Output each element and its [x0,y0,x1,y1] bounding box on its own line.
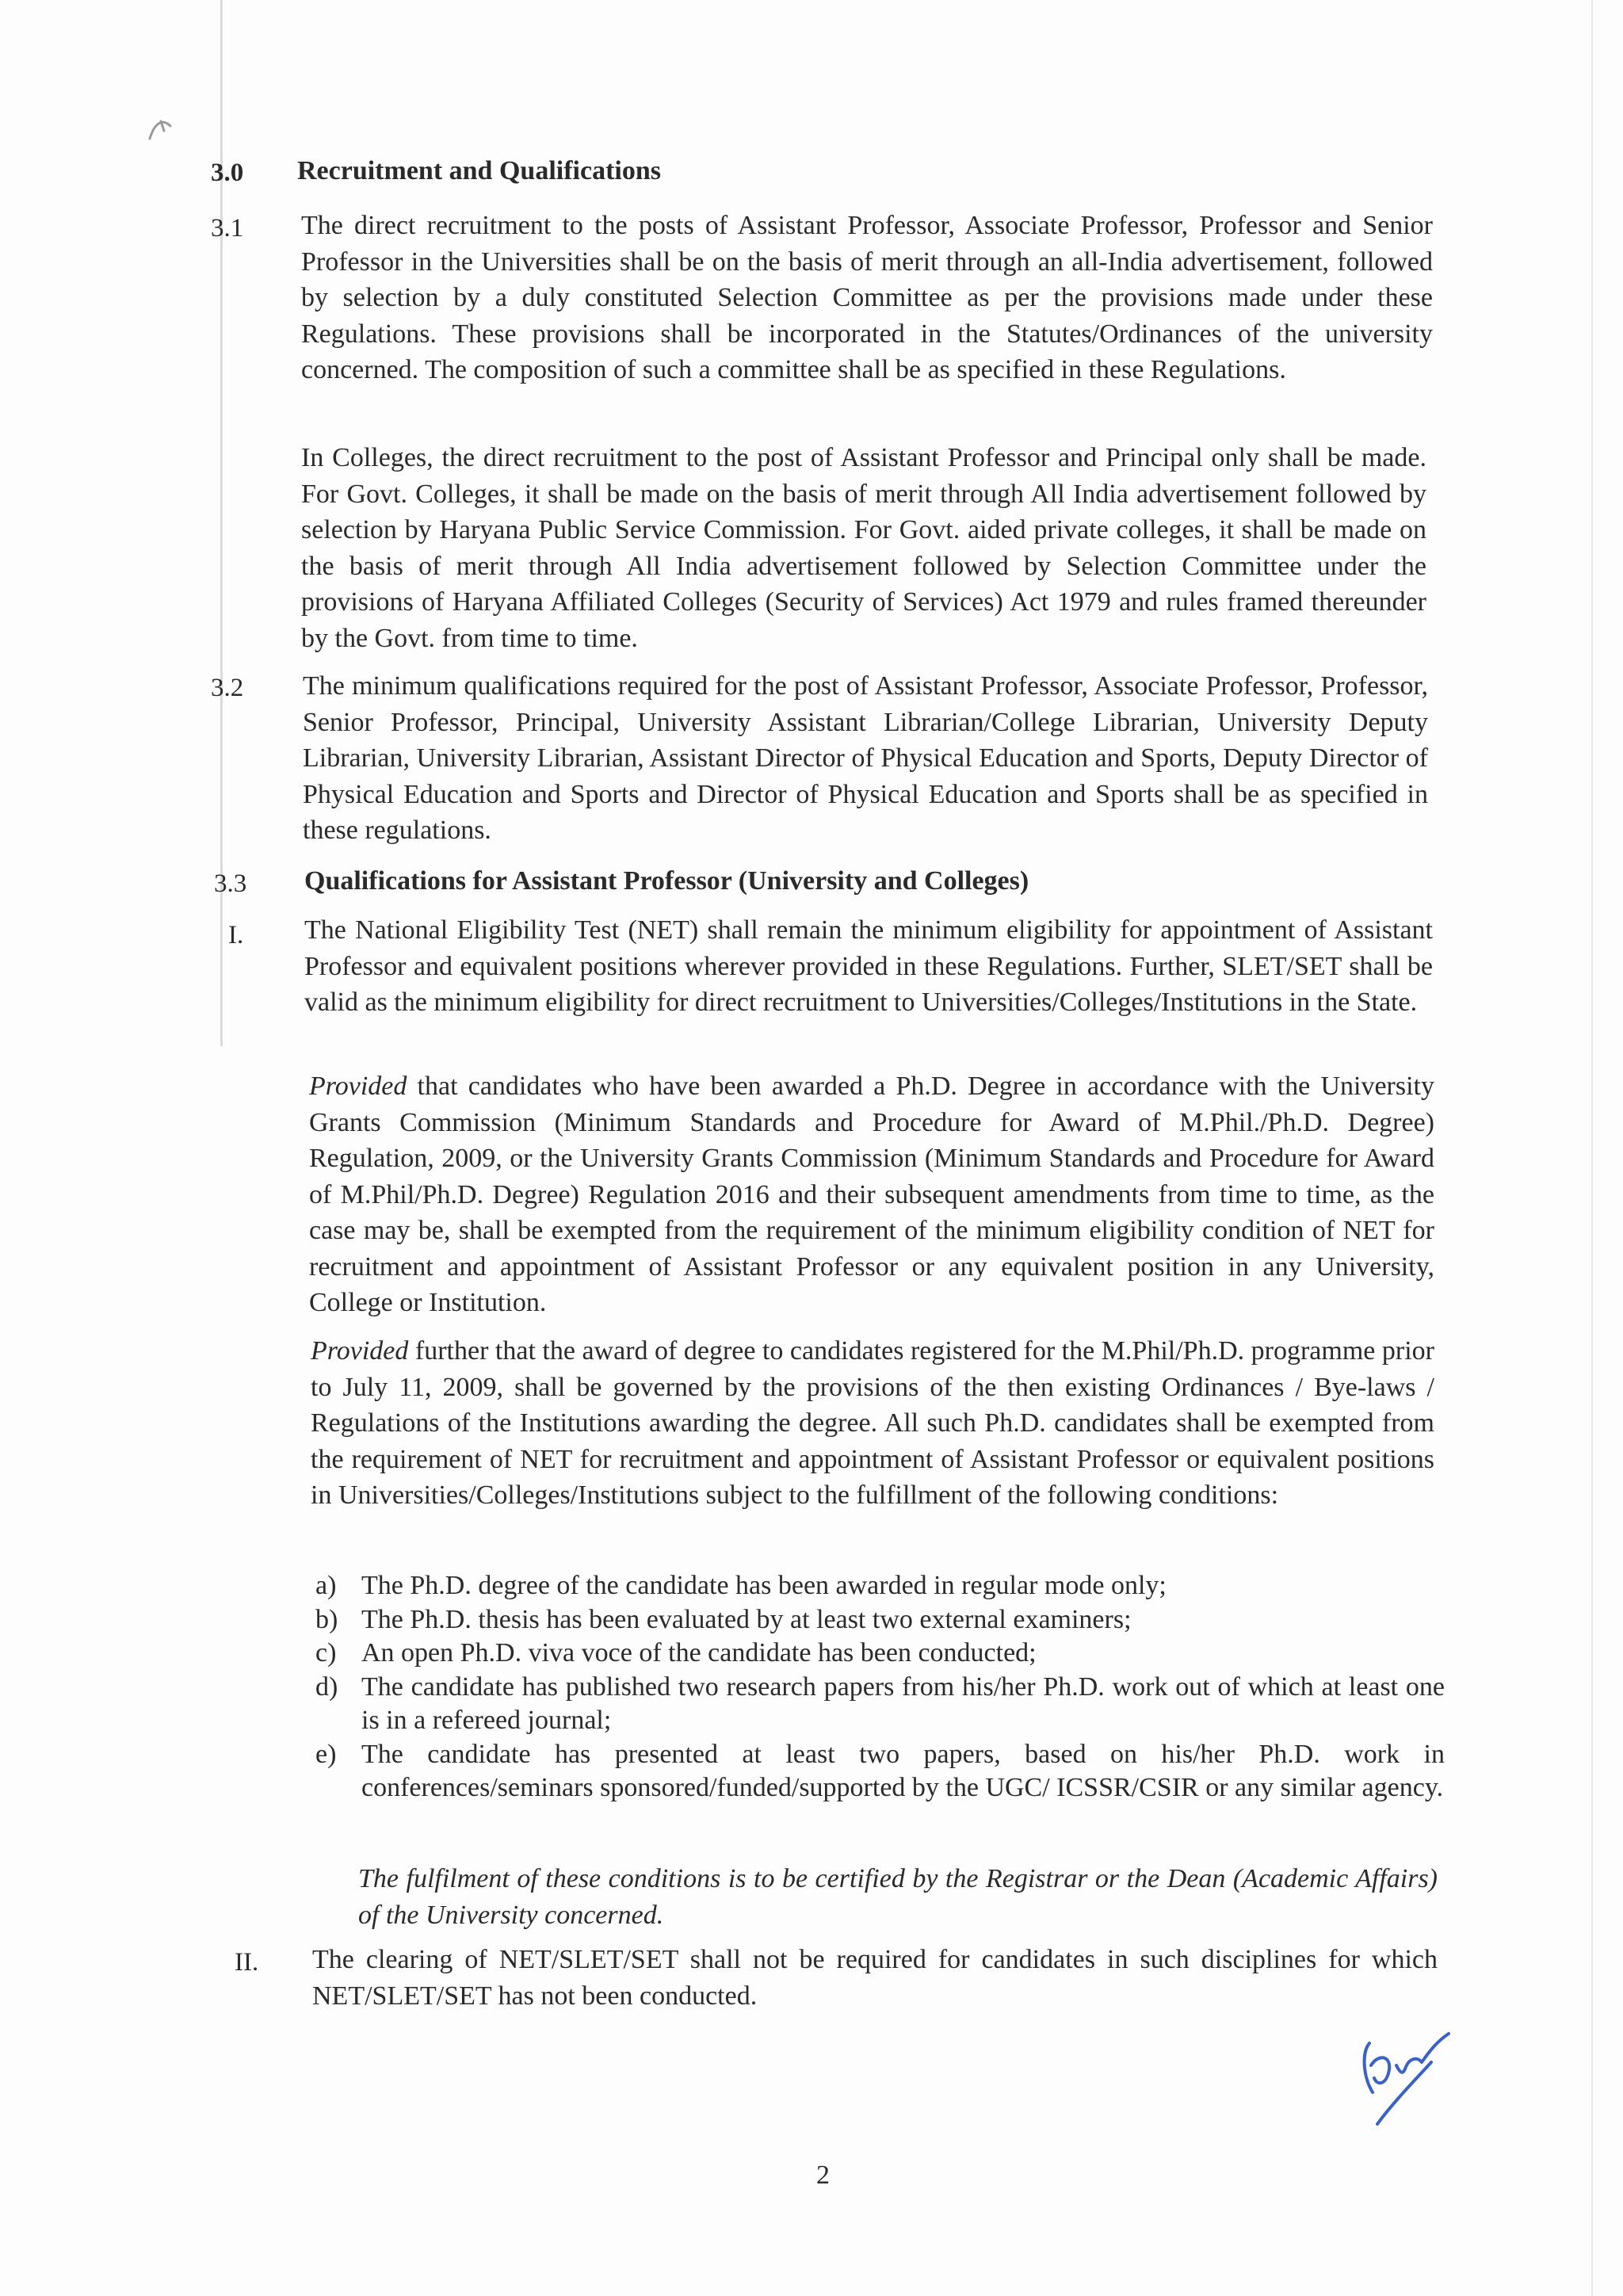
clause-3-1-colleges-text: In Colleges, the direct recruitment to the post of Assistant Professor and Principal only shall be made. For Govt. Colleges, it shall be made on the basis of merit through All India advertisement followed by selection by Haryana Public Service Commission. For Govt. aided private colleges, it shall be made on the basis of merit through All India advertisement followed by Selection Committee under the provisions of Haryana Affiliated Colleges (Security of Services) Act 1979 and rules framed thereunder by the Govt. from time to time. [301,443,1426,653]
condition-text: An open Ph.D. viva voce of the candidate has been conducted; [361,1638,1037,1668]
clause-3-3-title: Qualifications for Assistant Professor (University and Colleges) [304,866,1029,896]
proviso-2 [311,1333,1434,1514]
clause-3-2-text: The minimum qualifications required for the post of Assistant Professor, Associate Professor, Professor, Senior Professor, Principal, University Assistant Librarian/College Librarian, University Deputy Librarian, University Librarian, Assistant Director of Physical Education and Sports, Deputy Director of Physical Education and Sports and Director of Physical Education and Sports shall be as specified in these regulations. [303,671,1428,845]
condition-marker: b) [315,1604,338,1634]
clause-number-3-2: 3.2 [211,674,244,702]
condition-marker: a) [315,1571,337,1600]
proviso-2-lead: Provided [311,1336,409,1366]
condition-marker: d) [315,1671,338,1702]
clause-3-1-text: The direct recruitment to the posts of Assistant Professor, Associate Professor, Professor and Senior Professor in the Universities shall be on the basis of merit through an all-India advertisement, followed by selection by a duly constituted Selection Committee as per the provisions made under these Regulations. These provisions shall be incorporated in the Statutes/Ordinances of the university concerned. The composition of such a committee shall be as specified in these Regulations. [301,211,1433,384]
condition-item [315,1671,1445,1738]
condition-item [315,1738,1445,1805]
scan-edge-line [1591,0,1593,2296]
signature-icon [1355,2021,1474,2140]
condition-marker: e) [315,1739,337,1769]
proviso-1-text: that candidates who have been awarded a Ph.D. Degree in accordance with the University Grants Commission (Minimum Standards and Procedure for Award of M.Phil./Ph.D. Degree) Regulation, 2009, or the University Grants Commission (Minimum Standards and Procedure for Award of M.Phil/Ph.D. Degree) Regulation 2016 and their subsequent amendments from time to time, as the case may be, shall be exempted from the requirement of the minimum eligibility condition of NET for recruitment and appointment of Assistant Professor or any equivalent position in any University, College or Institution. [309,1072,1434,1317]
condition-item [315,1603,1445,1637]
condition-text: The candidate has published two research papers from his/her Ph.D. work out of which at least one is in a refereed journal; [361,1671,1445,1735]
conditions-list [315,1569,1445,1805]
condition-text: The Ph.D. thesis has been evaluated by at least two external examiners; [361,1604,1132,1634]
condition-text: The candidate has presented at least two papers, based on his/her Ph.D. work in conferences/seminars sponsored/funded/supported by the UGC/ ICSSR/CSIR or any similar agency. [361,1739,1445,1802]
pen-mark-icon [147,115,186,147]
proviso-1-lead: Provided [309,1072,407,1101]
proviso-2-text: further that the award of degree to candidates registered for the M.Phil/Ph.D. programme prior to July 11, 2009, shall be governed by the provisions of the then existing Ordinances / Bye-laws / Regulations of the Institutions awarding the degree. All such Ph.D. candidates shall be exempted from the requirement of NET for recruitment and appointment of Assistant Professor or equivalent positions in Universities/Colleges/Institutions subject to the fulfillment of the following conditions: [311,1336,1434,1510]
proviso-1 [309,1068,1434,1321]
item-number-1: I. [228,921,244,949]
condition-marker: c) [315,1638,337,1668]
item-2-text: The clearing of NET/SLET/SET shall not be required for candidates in such disciplines for which NET/SLET/SET has not been conducted. [312,1945,1438,2011]
clause-number-3-1: 3.1 [211,214,244,243]
condition-item [315,1569,1445,1603]
section-title: Recruitment and Qualifications [297,156,661,185]
section-number: 3.0 [211,159,244,187]
item-number-2: II. [235,1948,259,1977]
certification-note: The fulfilment of these conditions is to be certified by the Registrar or the Dean (Academic Affairs) of the University concerned. [358,1864,1438,1930]
clause-number-3-3: 3.3 [214,869,247,898]
item-1-text: The National Eligibility Test (NET) shall remain the minimum eligibility for appointment of Assistant Professor and equivalent positions wherever provided in these Regulations. Further, SLET/SET shall be valid as the minimum eligibility for direct recruitment to Universities/Colleges/Institutions in the State. [304,915,1433,1017]
page-number: 2 [816,2160,830,2190]
condition-text: The Ph.D. degree of the candidate has been awarded in regular mode only; [361,1571,1167,1600]
condition-item [315,1637,1445,1671]
